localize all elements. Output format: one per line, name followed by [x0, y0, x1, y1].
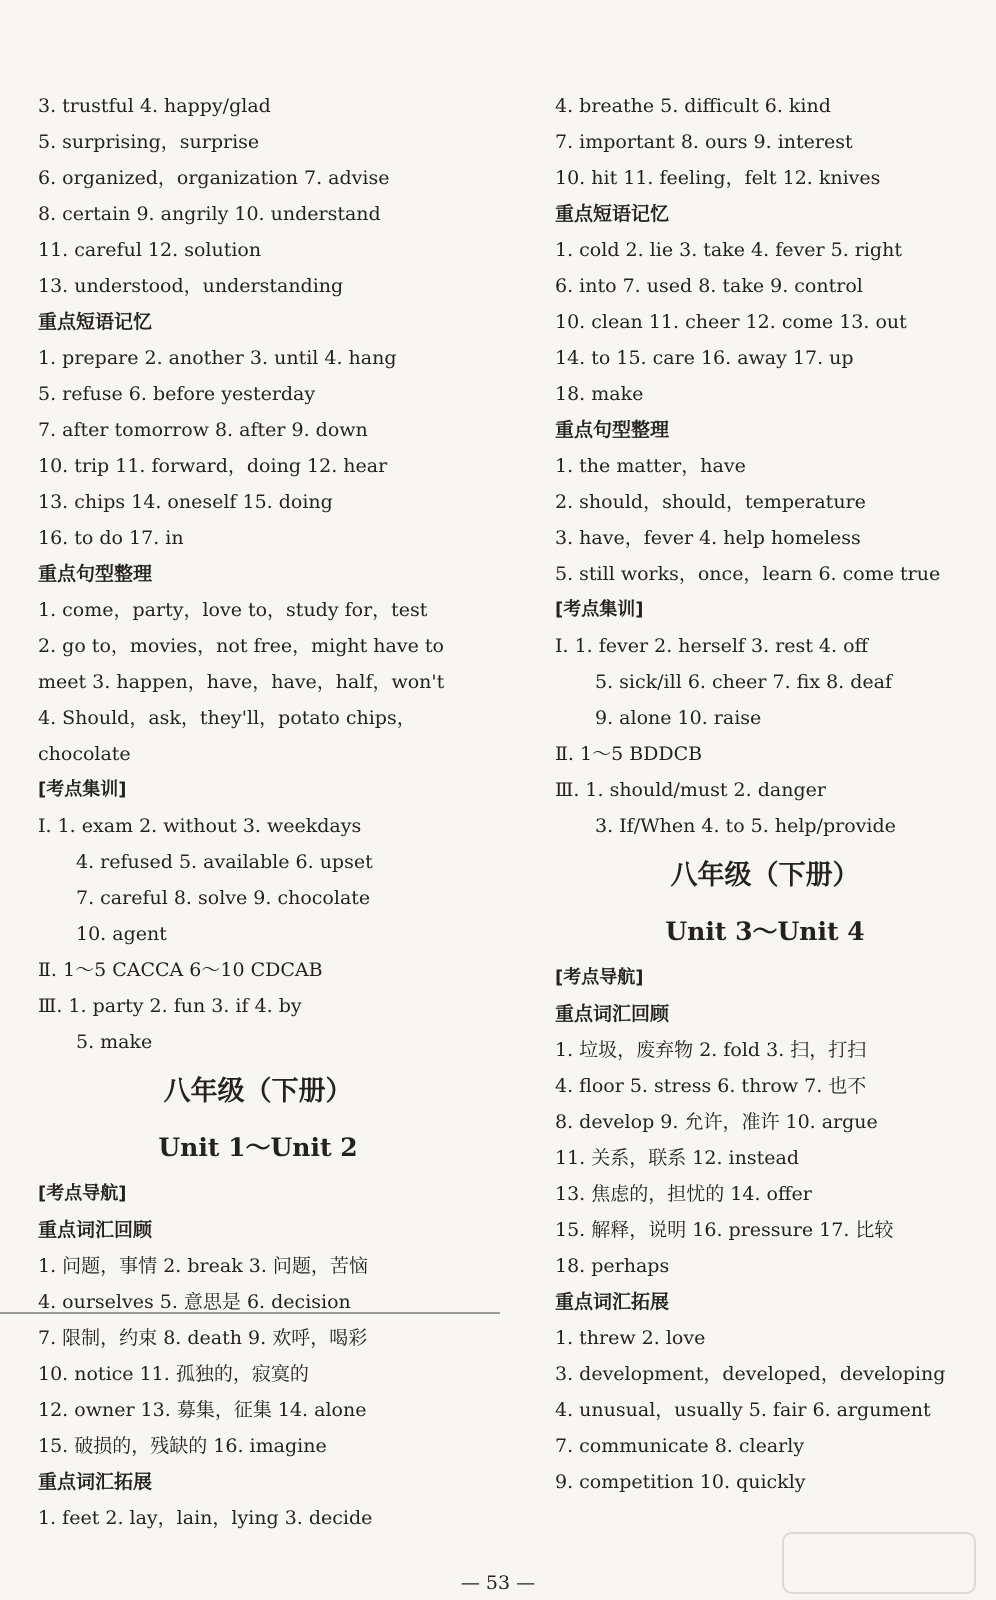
answer-line: 11. 关系，联系 12. instead	[555, 1147, 799, 1169]
answer-line: chocolate	[38, 743, 131, 765]
answer-line: 1. feet 2. lay，lain，lying 3. decide	[38, 1507, 373, 1529]
answer-line: 1. the matter，have	[555, 455, 746, 477]
answer-line: 10. trip 11. forward，doing 12. hear	[38, 455, 388, 477]
section-heading: 重点短语记忆	[38, 311, 153, 333]
answer-line: 3. have，fever 4. help homeless	[555, 527, 861, 549]
answer-line: 8. certain 9. angrily 10. understand	[38, 203, 381, 225]
answer-line: 6. into 7. used 8. take 9. control	[555, 275, 863, 297]
answer-line: 15. 解释，说明 16. pressure 17. 比较	[555, 1219, 894, 1241]
answer-line: 7. important 8. ours 9. interest	[555, 131, 853, 153]
page-fold-line	[0, 1312, 500, 1314]
answer-line: 7. communicate 8. clearly	[555, 1435, 805, 1457]
answer-line: 14. to 15. care 16. away 17. up	[555, 347, 854, 369]
answer-line: 13. 焦虑的，担忧的 14. offer	[555, 1183, 812, 1205]
answer-line: 1. cold 2. lie 3. take 4. fever 5. right	[555, 239, 902, 261]
page-number: — 53 —	[460, 1572, 536, 1594]
answer-line: 7. 限制，约束 8. death 9. 欢呼，喝彩	[38, 1327, 368, 1349]
answer-line: 6. organized，organization 7. advise	[38, 167, 390, 189]
left-column	[38, 88, 478, 1536]
section-heading: 重点词汇回顾	[555, 1003, 670, 1025]
answer-line: Ⅲ. 1. party 2. fun 3. if 4. by	[38, 995, 302, 1017]
answer-line: Ⅰ. 1. fever 2. herself 3. rest 4. off	[555, 635, 869, 657]
answer-line: 5. still works，once，learn 6. come true	[555, 563, 941, 585]
answer-line: 4. ourselves 5. 意思是 6. decision	[38, 1291, 351, 1313]
answer-line: 10. clean 11. cheer 12. come 13. out	[555, 311, 907, 333]
answer-line: 13. understood，understanding	[38, 275, 344, 297]
answer-line: 5. refuse 6. before yesterday	[38, 383, 316, 405]
answer-line: 8. develop 9. 允许，准许 10. argue	[555, 1111, 878, 1133]
grade-heading: 八年级（下册）	[670, 860, 860, 891]
right-column	[555, 88, 975, 1500]
answer-line: 16. to do 17. in	[38, 527, 184, 549]
answer-line: 9. competition 10. quickly	[555, 1471, 806, 1493]
answer-line: 1. prepare 2. another 3. until 4. hang	[38, 347, 397, 369]
answer-line: 1. come，party，love to，study for，test	[38, 599, 428, 621]
answer-line: Ⅱ. 1～5 CACCA 6～10 CDCAB	[38, 959, 323, 981]
answer-line: 12. owner 13. 募集，征集 14. alone	[38, 1399, 367, 1421]
section-heading: 重点句型整理	[38, 563, 153, 585]
bracket-heading: [考点导航]	[555, 967, 644, 988]
answer-line: 1. threw 2. love	[555, 1327, 706, 1349]
answer-line: 18. make	[555, 383, 644, 405]
answer-line: Ⅰ. 1. exam 2. without 3. weekdays	[38, 815, 362, 837]
answer-line: 18. perhaps	[555, 1255, 670, 1277]
section-heading: 重点词汇回顾	[38, 1219, 153, 1241]
answer-line: 10. agent	[76, 923, 167, 945]
unit-heading: Unit 1～Unit 2	[158, 1133, 358, 1162]
answer-line: 11. careful 12. solution	[38, 239, 262, 261]
answer-line: 4. breathe 5. difficult 6. kind	[555, 95, 831, 117]
answer-line: 7. after tomorrow 8. after 9. down	[38, 419, 368, 441]
answer-line: 10. notice 11. 孤独的，寂寞的	[38, 1363, 309, 1385]
answer-line: 1. 问题，事情 2. break 3. 问题，苦恼	[38, 1255, 368, 1277]
answer-line: 5. sick/ill 6. cheer 7. fix 8. deaf	[595, 671, 893, 693]
answer-line: 3. development，developed，developing	[555, 1363, 946, 1385]
answer-line: 5. surprising，surprise	[38, 131, 260, 153]
answer-line: 15. 破损的，残缺的 16. imagine	[38, 1435, 327, 1457]
answer-line: 13. chips 14. oneself 15. doing	[38, 491, 333, 513]
answer-line: Ⅲ. 1. should/must 2. danger	[555, 779, 826, 801]
answer-line: 4. unusual，usually 5. fair 6. argument	[555, 1399, 931, 1421]
answer-line: 4. Should，ask，they'll，potato chips，	[38, 707, 416, 729]
bracket-heading: [考点导航]	[38, 1183, 127, 1204]
section-heading: 重点词汇拓展	[38, 1471, 153, 1493]
section-heading: 重点短语记忆	[555, 203, 670, 225]
answer-line: meet 3. happen，have，have，half，won't	[38, 671, 445, 693]
answer-line: 1. 垃圾，废弃物 2. fold 3. 扫，打扫	[555, 1039, 867, 1061]
answer-line: Ⅱ. 1～5 BDDCB	[555, 743, 703, 765]
watermark-logo	[782, 1532, 976, 1594]
answer-line: 3. trustful 4. happy/glad	[38, 95, 271, 117]
answer-line: 7. careful 8. solve 9. chocolate	[76, 887, 371, 909]
grade-heading: 八年级（下册）	[163, 1076, 353, 1107]
answer-line: 2. should，should，temperature	[555, 491, 866, 513]
bracket-heading: [考点集训]	[555, 599, 644, 620]
unit-heading: Unit 3～Unit 4	[665, 917, 865, 946]
answer-line: 10. hit 11. feeling，felt 12. knives	[555, 167, 881, 189]
bracket-heading: [考点集训]	[38, 779, 127, 800]
answer-line: 3. If/When 4. to 5. help/provide	[595, 815, 896, 837]
answer-line: 5. make	[76, 1031, 153, 1053]
answer-line: 9. alone 10. raise	[595, 707, 762, 729]
answer-line: 4. floor 5. stress 6. throw 7. 也不	[555, 1075, 867, 1097]
answer-line: 2. go to，movies，not free，might have to	[38, 635, 444, 657]
section-heading: 重点句型整理	[555, 419, 670, 441]
section-heading: 重点词汇拓展	[555, 1291, 670, 1313]
answer-line: 4. refused 5. available 6. upset	[76, 851, 373, 873]
